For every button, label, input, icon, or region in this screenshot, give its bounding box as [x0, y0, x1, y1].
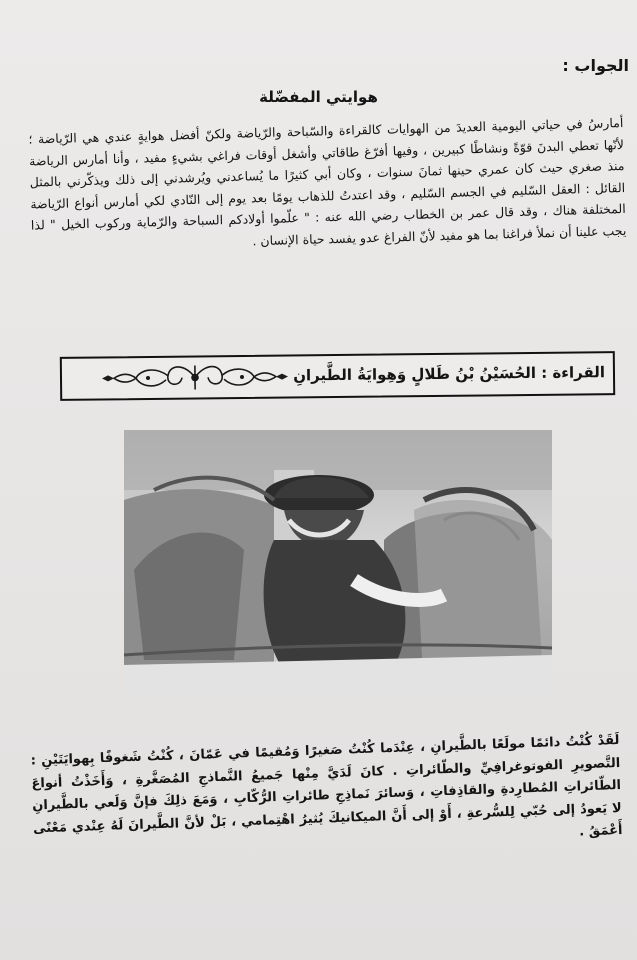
answer-label: الجواب :	[562, 56, 629, 75]
reading-body: لَقَدْ كُنْتُ دائمًا مولَعًا بالطَّيرانِ ، عِنْدَما كُنْتُ صَغيرًا وَمُقيمًا في عَمّانَ ، كُنْتُ شَغوفًا بِهوايَتَيْنِ : التَّصويرِ الفوتوغرافِيِّ والطّائراتِ . كانَ لَدَيَّ مِنْها جَميعُ النَّماذجِ المُصَغَّرةِ ، وَأَخَذْتُ أنواعَ الطّائراتِ المُطارِدةِ والقاذِفاتِ ، وَسائرَ نَماذِجِ طائراتِ الرُّكّابِ ، وَمَعَ ذلِكَ فإنَّ وَلَعي بالطَّيرانِ لا يَعودُ إلى حُبّي لِلسُّرعةِ ، أَوْ إلى أَنَّ الميكانيكَ يُثيرُ اهْتِمامي ، بَلْ لأنَّ الطَّيرانَ لَهُ عِنْدي مَعْنًى أَعْمَقُ .	[30, 732, 623, 840]
ornament-icon	[100, 360, 290, 394]
reading-title: القراءة : الحُسَيْنُ بْنُ طَلالٍ وَهِوايَةُ الطَّيرانِ	[293, 363, 606, 385]
reading-banner	[60, 351, 615, 401]
essay-body: أمارسُ في حياتي اليومية العديدَ من الهوايات كالقراءة والسّباحة والرّياضة ولكنّ أفضل هوايةٍ عندي هي الرّياضة ؛ لأنّها تعطي البدنَ قوّةً ونشاطًا كبيرين ، وفيها أفرّغ طاقاتي وأشغل أوقات فراغي بشيءٍ مفيد ، وأنا أمارس الرياضة منذ صغري حيث كان عمري حينها ثمانَ سنوات ، وكان أبي كثيرًا ما يُساعدني ويُرشدني إلى ذلك ويذكّرني بالمثل القائل : العقل السّليم في الجسم السّليم ، وقد اعتدتُ للذهاب يومًا بعد يوم إلى النّادي لكي أمارس أنواع الرّياضة المختلفة هناك ، وقد قال عمر بن الخطاب رضي الله عنه : " علّموا أولادكم السباحة والرّماية وركوب الخيل " لذا يجب علينا أن نملأ فراغنا بما هو مفيد لأنّ الفراغ عدو يفسد حياة الإنسان .	[28, 114, 627, 249]
pilot-photo	[124, 430, 552, 694]
essay-title: هوايتي المفضّلة	[259, 88, 378, 106]
